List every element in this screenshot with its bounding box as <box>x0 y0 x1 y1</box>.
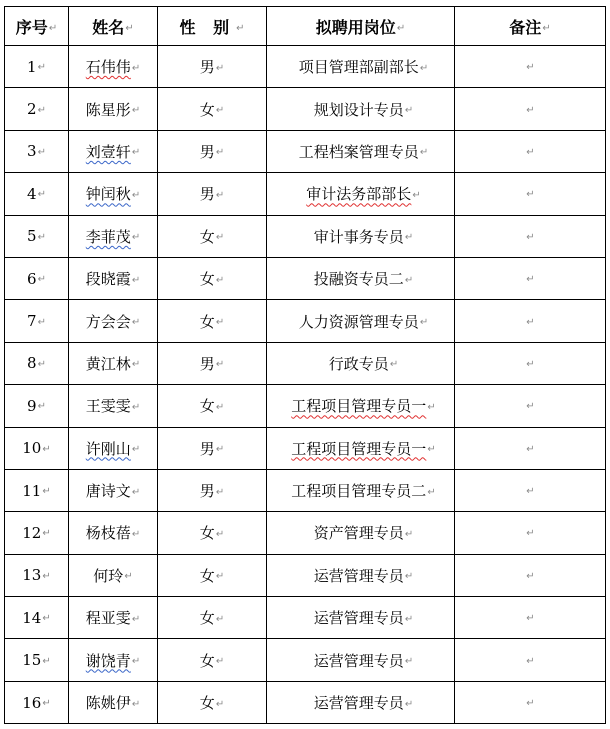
return-mark-icon: ↵ <box>404 274 414 286</box>
position-cell-text: 审计事务专员 <box>313 227 404 246</box>
position-cell <box>267 342 455 384</box>
candidate-name-cell <box>69 342 158 384</box>
row-number-cell <box>5 88 69 130</box>
return-mark-icon: ↵ <box>131 401 141 413</box>
return-mark-icon: ↵ <box>42 528 51 540</box>
candidate-name-cell-text: 方会会 <box>85 312 131 331</box>
gender-cell <box>158 257 267 299</box>
return-mark-icon: ↵ <box>404 698 414 710</box>
candidate-name-cell-text: 钟闰秋 <box>85 185 131 204</box>
gender-cell-text: 女 <box>199 524 215 543</box>
position-cell-text: 工程项目管理专员一 <box>291 397 427 416</box>
gender-cell <box>158 469 267 511</box>
row-number-cell <box>5 639 69 681</box>
candidate-name-cell-text: 唐诗文 <box>85 482 131 501</box>
return-mark-icon: ↵ <box>215 698 225 710</box>
position-cell <box>267 300 455 342</box>
row-number-cell <box>5 385 69 427</box>
position-cell-text: 工程档案管理专员 <box>298 142 419 161</box>
return-mark-icon: ↵ <box>526 316 535 328</box>
return-mark-icon: ↵ <box>37 316 46 328</box>
row-number-cell <box>5 300 69 342</box>
return-mark-icon: ↵ <box>42 486 51 498</box>
return-mark-icon: ↵ <box>526 274 535 286</box>
candidate-name-cell <box>69 512 158 554</box>
return-mark-icon: ↵ <box>215 486 225 498</box>
row-number-cell-text: 2 <box>27 100 37 119</box>
position-cell <box>267 512 455 554</box>
return-mark-icon: ↵ <box>131 656 141 668</box>
gender-cell-text: 女 <box>199 566 215 585</box>
gender-cell <box>158 215 267 257</box>
gender-cell <box>158 427 267 469</box>
gender-cell-text: 女 <box>199 100 215 119</box>
return-mark-icon: ↵ <box>526 358 535 370</box>
return-mark-icon: ↵ <box>542 22 551 34</box>
candidate-table <box>4 6 606 724</box>
row-number-cell <box>5 173 69 215</box>
row-number-cell-text: 16 <box>22 693 42 712</box>
return-mark-icon: ↵ <box>37 62 46 74</box>
table-row <box>5 173 606 215</box>
note-cell <box>455 215 606 257</box>
return-mark-icon: ↵ <box>396 22 406 34</box>
candidate-name-cell-text: 石伟伟 <box>85 58 131 77</box>
table-row <box>5 681 606 723</box>
return-mark-icon: ↵ <box>404 571 414 583</box>
table-row <box>5 257 606 299</box>
header-gender <box>158 7 267 46</box>
candidate-name-cell-text: 杨枝蓓 <box>85 524 131 543</box>
candidate-name-cell <box>69 597 158 639</box>
gender-cell <box>158 385 267 427</box>
position-cell <box>267 469 455 511</box>
gender-cell-text: 男 <box>199 185 215 204</box>
row-number-cell-text: 1 <box>27 57 37 76</box>
return-mark-icon: ↵ <box>131 528 141 540</box>
gender-cell-text: 女 <box>199 694 215 713</box>
row-number-cell-text: 11 <box>22 481 42 500</box>
gender-cell-text: 女 <box>199 312 215 331</box>
note-cell <box>455 639 606 681</box>
return-mark-icon: ↵ <box>427 486 436 498</box>
header-note-label: 备注 <box>509 17 542 37</box>
gender-cell-text: 女 <box>199 270 215 289</box>
note-cell <box>455 342 606 384</box>
return-mark-icon: ↵ <box>131 698 141 710</box>
position-cell-text: 项目管理部副部长 <box>298 58 419 77</box>
candidate-name-cell-text: 陈星彤 <box>85 100 131 119</box>
position-cell <box>267 173 455 215</box>
header-gender-label: 性 别 <box>179 17 236 37</box>
row-number-cell <box>5 427 69 469</box>
row-number-cell-text: 4 <box>27 184 37 203</box>
header-position-label: 拟聘用岗位 <box>315 17 396 37</box>
position-cell <box>267 554 455 596</box>
row-number-cell <box>5 554 69 596</box>
row-number-cell <box>5 130 69 172</box>
note-cell <box>455 597 606 639</box>
return-mark-icon: ↵ <box>404 105 414 117</box>
row-number-cell-text: 10 <box>22 439 42 458</box>
candidate-name-cell <box>69 681 158 723</box>
return-mark-icon: ↵ <box>215 528 225 540</box>
return-mark-icon: ↵ <box>37 231 46 243</box>
candidate-name-cell-text: 段晓霞 <box>85 270 131 289</box>
row-number-cell-text: 14 <box>22 608 42 627</box>
position-cell-text: 运营管理专员 <box>313 609 404 628</box>
table-row <box>5 342 606 384</box>
gender-cell <box>158 554 267 596</box>
table-row <box>5 639 606 681</box>
position-cell-text: 运营管理专员 <box>313 566 404 585</box>
return-mark-icon: ↵ <box>215 613 225 625</box>
position-cell-text: 规划设计专员 <box>313 100 404 119</box>
candidate-name-cell-text: 谢饶青 <box>85 651 131 670</box>
return-mark-icon: ↵ <box>419 62 429 74</box>
row-number-cell-text: 13 <box>22 566 42 585</box>
gender-cell <box>158 130 267 172</box>
candidate-name-cell <box>69 469 158 511</box>
return-mark-icon: ↵ <box>131 189 141 201</box>
candidate-name-cell <box>69 173 158 215</box>
gender-cell <box>158 597 267 639</box>
note-cell <box>455 385 606 427</box>
row-number-cell-text: 3 <box>27 142 37 161</box>
note-cell <box>455 512 606 554</box>
row-number-cell-text: 5 <box>27 227 37 246</box>
note-cell <box>455 300 606 342</box>
table-row <box>5 554 606 596</box>
return-mark-icon: ↵ <box>419 317 429 329</box>
position-cell-text: 工程项目管理专员二 <box>291 482 427 501</box>
note-cell <box>455 469 606 511</box>
note-cell <box>455 88 606 130</box>
header-no-label: 序号 <box>15 17 48 37</box>
candidate-name-cell-text: 何玲 <box>93 566 124 585</box>
position-cell <box>267 46 455 88</box>
return-mark-icon: ↵ <box>131 232 141 244</box>
table-row <box>5 130 606 172</box>
table-row <box>5 88 606 130</box>
return-mark-icon: ↵ <box>37 274 46 286</box>
header-position <box>267 7 455 46</box>
gender-cell-text: 男 <box>199 439 215 458</box>
table-row <box>5 46 606 88</box>
return-mark-icon: ↵ <box>526 62 535 74</box>
table-row <box>5 385 606 427</box>
note-cell <box>455 554 606 596</box>
row-number-cell-text: 8 <box>27 354 37 373</box>
gender-cell <box>158 681 267 723</box>
return-mark-icon: ↵ <box>215 274 225 286</box>
gender-cell-text: 男 <box>199 482 215 501</box>
return-mark-icon: ↵ <box>412 189 421 201</box>
gender-cell-text: 女 <box>199 227 215 246</box>
return-mark-icon: ↵ <box>526 486 535 498</box>
return-mark-icon: ↵ <box>37 104 46 116</box>
return-mark-icon: ↵ <box>526 613 535 625</box>
gender-cell-text: 女 <box>199 397 215 416</box>
row-number-cell-text: 15 <box>22 651 42 670</box>
return-mark-icon: ↵ <box>215 232 225 244</box>
gender-cell <box>158 342 267 384</box>
return-mark-icon: ↵ <box>215 444 225 456</box>
gender-cell-text: 女 <box>199 609 215 628</box>
return-mark-icon: ↵ <box>37 401 46 413</box>
return-mark-icon: ↵ <box>131 62 141 74</box>
return-mark-icon: ↵ <box>427 444 436 456</box>
row-number-cell-text: 6 <box>27 269 37 288</box>
return-mark-icon: ↵ <box>404 232 414 244</box>
position-cell-text: 审计法务部部长 <box>306 185 412 204</box>
note-cell <box>455 427 606 469</box>
table-row <box>5 597 606 639</box>
row-number-cell <box>5 597 69 639</box>
candidate-name-cell <box>69 130 158 172</box>
row-number-cell-text: 7 <box>27 312 37 331</box>
row-number-cell-text: 9 <box>27 396 37 415</box>
row-number-cell <box>5 215 69 257</box>
position-cell-text: 人力资源管理专员 <box>298 312 419 331</box>
candidate-name-cell <box>69 215 158 257</box>
return-mark-icon: ↵ <box>404 528 414 540</box>
position-cell <box>267 681 455 723</box>
row-number-cell <box>5 469 69 511</box>
gender-cell <box>158 88 267 130</box>
gender-cell <box>158 639 267 681</box>
return-mark-icon: ↵ <box>526 698 535 710</box>
return-mark-icon: ↵ <box>215 359 225 371</box>
return-mark-icon: ↵ <box>526 189 535 201</box>
position-cell <box>267 427 455 469</box>
candidate-name-cell-text: 许刚山 <box>85 439 131 458</box>
position-cell <box>267 130 455 172</box>
return-mark-icon: ↵ <box>42 655 51 667</box>
position-cell <box>267 597 455 639</box>
table-row <box>5 512 606 554</box>
position-cell-text: 运营管理专员 <box>313 651 404 670</box>
position-cell <box>267 215 455 257</box>
candidate-name-cell <box>69 385 158 427</box>
header-name <box>69 7 158 46</box>
row-number-cell <box>5 681 69 723</box>
position-cell <box>267 88 455 130</box>
row-number-cell-text: 12 <box>22 523 42 542</box>
position-cell-text: 资产管理专员 <box>313 524 404 543</box>
gender-cell-text: 男 <box>199 142 215 161</box>
note-cell <box>455 130 606 172</box>
return-mark-icon: ↵ <box>125 22 134 34</box>
candidate-name-cell <box>69 300 158 342</box>
header-no <box>5 7 69 46</box>
return-mark-icon: ↵ <box>131 274 141 286</box>
return-mark-icon: ↵ <box>131 444 141 456</box>
return-mark-icon: ↵ <box>526 401 535 413</box>
candidate-name-cell <box>69 46 158 88</box>
return-mark-icon: ↵ <box>404 613 414 625</box>
gender-cell <box>158 300 267 342</box>
return-mark-icon: ↵ <box>37 146 46 158</box>
gender-cell-text: 男 <box>199 354 215 373</box>
return-mark-icon: ↵ <box>215 62 225 74</box>
candidate-name-cell-text: 李菲茂 <box>85 227 131 246</box>
row-number-cell <box>5 46 69 88</box>
row-number-cell <box>5 342 69 384</box>
table-row <box>5 427 606 469</box>
candidate-name-cell <box>69 257 158 299</box>
return-mark-icon: ↵ <box>236 22 245 34</box>
return-mark-icon: ↵ <box>131 613 141 625</box>
header-name-label: 姓名 <box>92 17 125 37</box>
candidate-name-cell-text: 程亚雯 <box>85 609 131 628</box>
return-mark-icon: ↵ <box>526 104 535 116</box>
return-mark-icon: ↵ <box>215 571 225 583</box>
return-mark-icon: ↵ <box>526 570 535 582</box>
gender-cell-text: 男 <box>199 58 215 77</box>
row-number-cell <box>5 512 69 554</box>
return-mark-icon: ↵ <box>215 317 225 329</box>
candidate-name-cell-text: 黄江林 <box>85 354 131 373</box>
return-mark-icon: ↵ <box>131 486 141 498</box>
return-mark-icon: ↵ <box>42 698 51 710</box>
return-mark-icon: ↵ <box>37 189 46 201</box>
return-mark-icon: ↵ <box>42 443 51 455</box>
gender-cell-text: 女 <box>199 651 215 670</box>
gender-cell <box>158 46 267 88</box>
return-mark-icon: ↵ <box>42 613 51 625</box>
return-mark-icon: ↵ <box>48 22 58 34</box>
return-mark-icon: ↵ <box>419 147 429 159</box>
return-mark-icon: ↵ <box>404 656 414 668</box>
table-row <box>5 300 606 342</box>
return-mark-icon: ↵ <box>215 656 225 668</box>
return-mark-icon: ↵ <box>389 359 399 371</box>
table-row <box>5 469 606 511</box>
return-mark-icon: ↵ <box>526 655 535 667</box>
return-mark-icon: ↵ <box>131 105 141 117</box>
gender-cell <box>158 173 267 215</box>
return-mark-icon: ↵ <box>37 358 46 370</box>
position-cell-text: 工程项目管理专员一 <box>291 439 427 458</box>
candidate-name-cell <box>69 554 158 596</box>
return-mark-icon: ↵ <box>526 231 535 243</box>
return-mark-icon: ↵ <box>215 147 225 159</box>
candidate-name-cell-text: 刘壹轩 <box>85 142 131 161</box>
note-cell <box>455 173 606 215</box>
candidate-name-cell-text: 陈姚伊 <box>85 694 131 713</box>
return-mark-icon: ↵ <box>526 443 535 455</box>
return-mark-icon: ↵ <box>526 528 535 540</box>
candidate-name-cell <box>69 639 158 681</box>
candidate-name-cell-text: 王雯雯 <box>85 397 131 416</box>
header-row <box>5 7 606 46</box>
position-cell <box>267 639 455 681</box>
table-body <box>5 46 606 724</box>
return-mark-icon: ↵ <box>131 317 141 329</box>
position-cell-text: 运营管理专员 <box>313 694 404 713</box>
gender-cell <box>158 512 267 554</box>
return-mark-icon: ↵ <box>215 105 225 117</box>
position-cell <box>267 257 455 299</box>
return-mark-icon: ↵ <box>427 401 436 413</box>
note-cell <box>455 46 606 88</box>
return-mark-icon: ↵ <box>42 570 51 582</box>
return-mark-icon: ↵ <box>215 189 225 201</box>
candidate-name-cell <box>69 88 158 130</box>
return-mark-icon: ↵ <box>215 401 225 413</box>
candidate-name-cell <box>69 427 158 469</box>
note-cell <box>455 681 606 723</box>
position-cell-text: 行政专员 <box>328 354 389 373</box>
position-cell <box>267 385 455 427</box>
return-mark-icon: ↵ <box>131 359 141 371</box>
return-mark-icon: ↵ <box>131 147 141 159</box>
note-cell <box>455 257 606 299</box>
position-cell-text: 投融资专员二 <box>313 270 404 289</box>
return-mark-icon: ↵ <box>526 146 535 158</box>
header-note <box>455 7 606 46</box>
row-number-cell <box>5 257 69 299</box>
return-mark-icon: ↵ <box>124 571 133 583</box>
table-row <box>5 215 606 257</box>
